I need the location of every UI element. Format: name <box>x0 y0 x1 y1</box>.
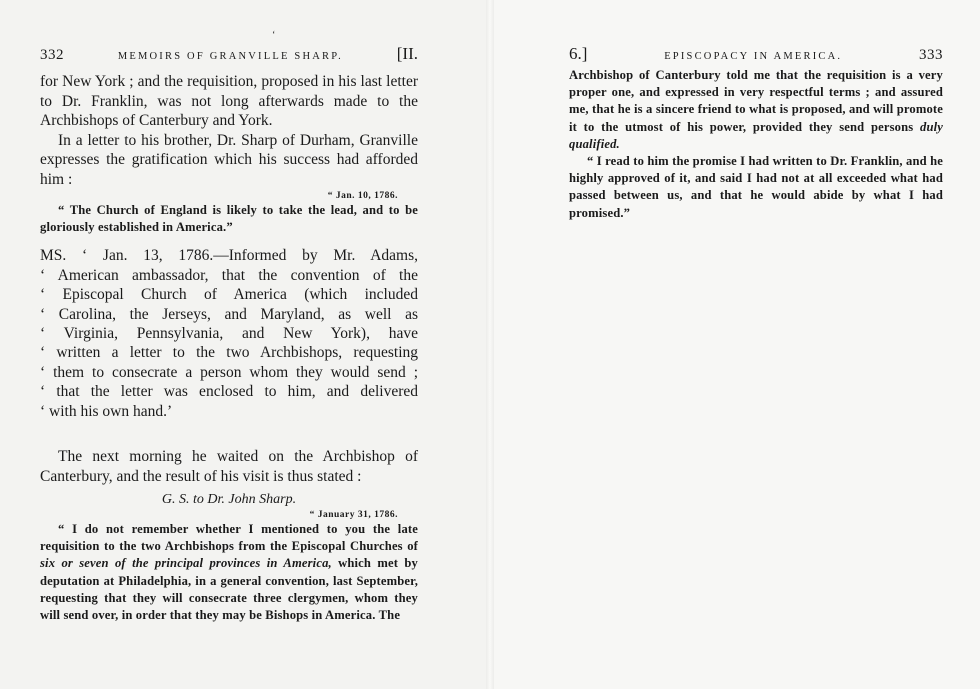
dateline-jan-10: “ Jan. 10, 1786. <box>327 191 398 201</box>
quote-continuation <box>569 67 943 153</box>
right-running-title: EPISCOPACY IN AMERICA. <box>664 51 843 62</box>
ms-line: ‘ them to consecrate a person whom they would send ; <box>40 363 418 381</box>
quote-letter-body <box>40 521 418 624</box>
ms-line: ‘ that the letter was enclosed to him, and delivered <box>40 383 418 401</box>
book-gutter <box>486 0 494 689</box>
ms-line: MS. ‘ Jan. 13, 1786.—Informed by Mr. Adams, <box>40 247 418 265</box>
right-running-head <box>569 44 943 64</box>
letter-heading: G. S. to Dr. John Sharp. <box>161 492 297 508</box>
ms-line: ‘ American ambassador, that the convention of the <box>40 266 418 284</box>
quote-text: which met by deputation at Philadelphia, in a general convention, last September, requesting that they will consecrate three clergymen, whom they will send over, in order that they may be Bishops in America. The <box>40 556 418 623</box>
left-running-head <box>40 44 418 64</box>
ms-line: ‘ with his own hand.’ <box>40 402 173 420</box>
right-text-column <box>569 67 943 222</box>
quote-emphasis: six or seven of the principal provinces in America, <box>40 556 332 571</box>
right-chapter-mark: 6.] <box>569 44 588 63</box>
quote-promise: “ I read to him the promise I had written to Dr. Franklin, and he highly approved of it, and said I had not at all exceeded what had passed between us, and that he would abide by what I had promised.” <box>569 154 943 220</box>
left-running-title: MEMOIRS OF GRANVILLE SHARP. <box>117 51 343 62</box>
paragraph-continuation: for New York ; and the requisition, proposed in his last letter to Dr. Franklin, was not long afterwards made to the Archbishops of Canterbury and York. <box>40 73 418 129</box>
quote-emphasis: duly qualified. <box>569 119 943 151</box>
paragraph-next-morning: The next morning he waited on the Archbishop of Canterbury, and the result of his visit is thus stated : <box>40 448 418 485</box>
ms-line: ‘ Virginia, Pennsylvania, and New York), have <box>40 325 418 343</box>
quote-church-of-england: “ The Church of England is likely to take the lead, and to be gloriously established in America.” <box>40 203 418 235</box>
manuscript-extract <box>40 246 418 421</box>
quote-text: Archbishop of Canterbury told me that the requisition is a very proper one, and expressed in very respectful terms ; and assured me, that he is a sincere friend to what is proposed, and will promote it to the utmost of his power, provided they send persons <box>569 68 943 134</box>
right-page-number: 333 <box>918 47 943 63</box>
stray-mark: ‘ <box>272 30 276 41</box>
left-chapter-mark: [II. <box>396 44 418 63</box>
paragraph-letter-intro: In a letter to his brother, Dr. Sharp of Durham, Granville expresses the gratification which his success had afforded him : <box>40 131 418 188</box>
ms-line: ‘ Carolina, the Jerseys, and Maryland, as well as <box>40 305 418 323</box>
ms-line: ‘ written a letter to the two Archbishops, requesting <box>40 344 418 362</box>
dateline-jan-31: “ January 31, 1786. <box>309 510 398 521</box>
left-text-column <box>40 72 418 624</box>
quote-text: “ I do not remember whether I mentioned to you the late requisition to the two Archbishops from the Episcopal Churches of <box>40 522 418 554</box>
left-page-number: 332 <box>40 47 64 63</box>
ms-line: ‘ Episcopal Church of America (which included <box>40 286 418 304</box>
